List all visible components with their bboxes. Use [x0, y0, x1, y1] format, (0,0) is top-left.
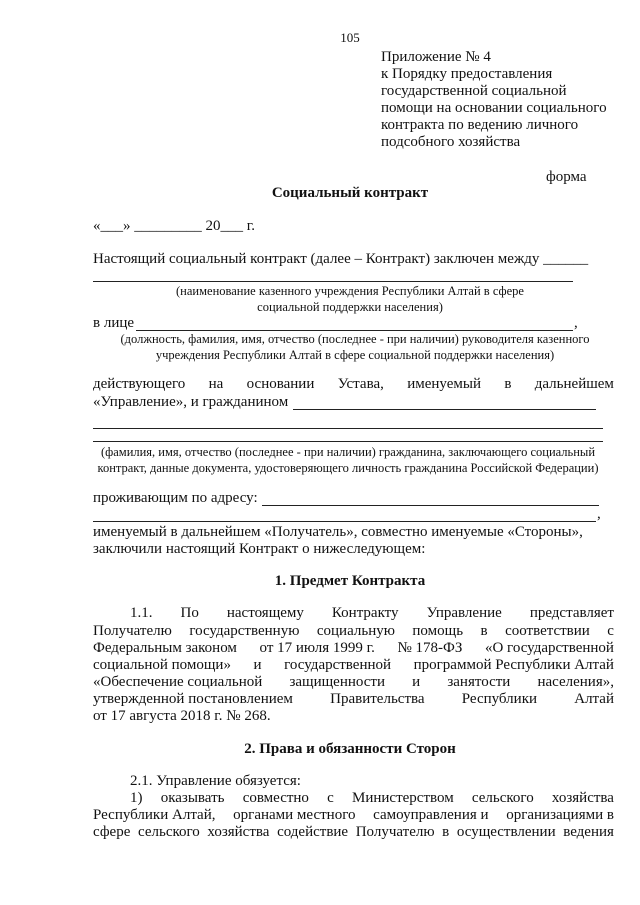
word: Республики: [461, 691, 538, 707]
in-person-comma: ,: [574, 315, 578, 331]
word: помощь: [412, 623, 464, 639]
word: социальную: [316, 623, 395, 639]
word: сельского: [138, 824, 200, 840]
date-line: «___» _________ 20___ г.: [93, 218, 255, 234]
section1-title: 1. Предмет Контракта: [274, 573, 426, 589]
word: «О государственной: [484, 640, 614, 656]
residing-label: проживающим по адресу:: [93, 490, 258, 506]
acting-line: [93, 376, 614, 393]
word: государственной: [284, 657, 392, 673]
word: Алтай: [574, 691, 614, 707]
word: основании: [246, 376, 315, 392]
word: хозяйства: [551, 790, 614, 806]
appendix-line: помощи на основании социального: [381, 100, 607, 116]
section1-line: [93, 657, 614, 674]
word: сфере: [93, 824, 131, 840]
word: с: [607, 623, 614, 639]
word: Устава,: [337, 376, 384, 392]
word: Федеральным законом: [93, 640, 237, 656]
word: в: [442, 824, 450, 840]
section2-line: [130, 790, 614, 807]
appendix-line: Приложение № 4: [381, 49, 491, 65]
head-note: (должность, фамилия, имя, отчество (последнее - при наличии) руководителя казенного учреждения Республики Алтай в сфере социальной поддержки населения): [120, 332, 590, 362]
word: с: [327, 790, 334, 806]
section1-line: [93, 623, 614, 640]
appendix-line: контракта по ведению личного: [381, 117, 579, 133]
word: осуществлении: [456, 824, 556, 840]
section1-last-line: от 17 августа 2018 г. № 268.: [93, 708, 271, 724]
section2-line: [93, 807, 614, 824]
address-comma: ,: [597, 506, 601, 522]
section2-title: 2. Права и обязанности Сторон: [244, 741, 456, 757]
word: и: [412, 674, 421, 690]
appendix-line: к Порядку предоставления: [381, 66, 553, 82]
word: По: [180, 605, 199, 621]
word: утвержденной постановлением: [93, 691, 293, 707]
section1-line: [130, 605, 614, 622]
section1-line: [93, 674, 614, 691]
section1-line: [93, 640, 614, 657]
word: Получателю: [93, 623, 172, 639]
appendix-note: [381, 49, 631, 151]
word: от 17 июля 1999 г.: [259, 640, 375, 656]
citizen-blank-2: [93, 428, 603, 429]
appendix-line: подсобного хозяйства: [381, 134, 521, 150]
word: занятости: [447, 674, 511, 690]
section2-intro: 2.1. Управление обязуется:: [130, 773, 301, 789]
concluded-line: заключили настоящий Контракт о нижеследующем:: [93, 541, 426, 557]
word: действующего: [93, 376, 186, 392]
word: «Обеспечение социальной: [93, 674, 263, 690]
word: организациями в: [506, 807, 614, 823]
word: сельского: [471, 790, 534, 806]
word: защищенности: [289, 674, 386, 690]
word: Республики Алтай,: [93, 807, 216, 823]
recipient-line: именуемый в дальнейшем «Получатель», совместно именуемые «Стороны»,: [93, 524, 583, 540]
word: Контракту: [331, 605, 399, 621]
institution-blank: [93, 281, 573, 282]
management-line: «Управление», и гражданином: [93, 394, 289, 410]
section2-line: [93, 824, 614, 841]
word: органами местного: [233, 807, 356, 823]
institution-note: (наименование казенного учреждения Республики Алтай в сфере социальной поддержки населения): [176, 284, 524, 314]
address-blank: [262, 505, 599, 506]
word: соответствии: [505, 623, 590, 639]
word: 1): [130, 790, 143, 806]
word: содействие: [277, 824, 349, 840]
word: государственную: [189, 623, 300, 639]
word: № 178-ФЗ: [397, 640, 463, 656]
document-title: Социальный контракт: [271, 185, 429, 201]
word: настоящему: [226, 605, 304, 621]
word: социальной помощи»: [93, 657, 231, 673]
word: хозяйства: [207, 824, 270, 840]
word: самоуправления и: [373, 807, 489, 823]
word: дальнейшем: [534, 376, 614, 392]
word: на: [208, 376, 224, 392]
word: программой Республики Алтай: [413, 657, 614, 673]
word: совместно: [242, 790, 309, 806]
word: в: [480, 623, 488, 639]
word: Получателю: [355, 824, 435, 840]
in-person-label: в лице: [93, 315, 135, 331]
form-label: форма: [546, 169, 587, 185]
word: 1.1.: [130, 605, 153, 621]
word: именуемый: [407, 376, 481, 392]
word: ведения: [563, 824, 614, 840]
word: представляет: [529, 605, 614, 621]
page-number: 105: [340, 30, 360, 45]
word: в: [504, 376, 512, 392]
citizen-note: (фамилия, имя, отчество (последнее - при наличии) гражданина, заключающего социальный контракт, данные документа, удостоверяющего личность гражданина Российской Федерации): [97, 445, 599, 475]
appendix-line: государственной социальной: [381, 83, 567, 99]
word: Управление: [426, 605, 502, 621]
word: населения»,: [537, 674, 614, 690]
word: Правительства: [330, 691, 425, 707]
word: Министерством: [352, 790, 454, 806]
word: оказывать: [160, 790, 225, 806]
intro-line: Настоящий социальный контракт (далее – Контракт) заключен между ______: [93, 251, 589, 267]
citizen-blank-3: [93, 441, 603, 442]
citizen-blank: [293, 409, 596, 410]
section1-line: [93, 691, 614, 708]
address-blank-2: [93, 521, 596, 522]
word: и: [253, 657, 262, 673]
